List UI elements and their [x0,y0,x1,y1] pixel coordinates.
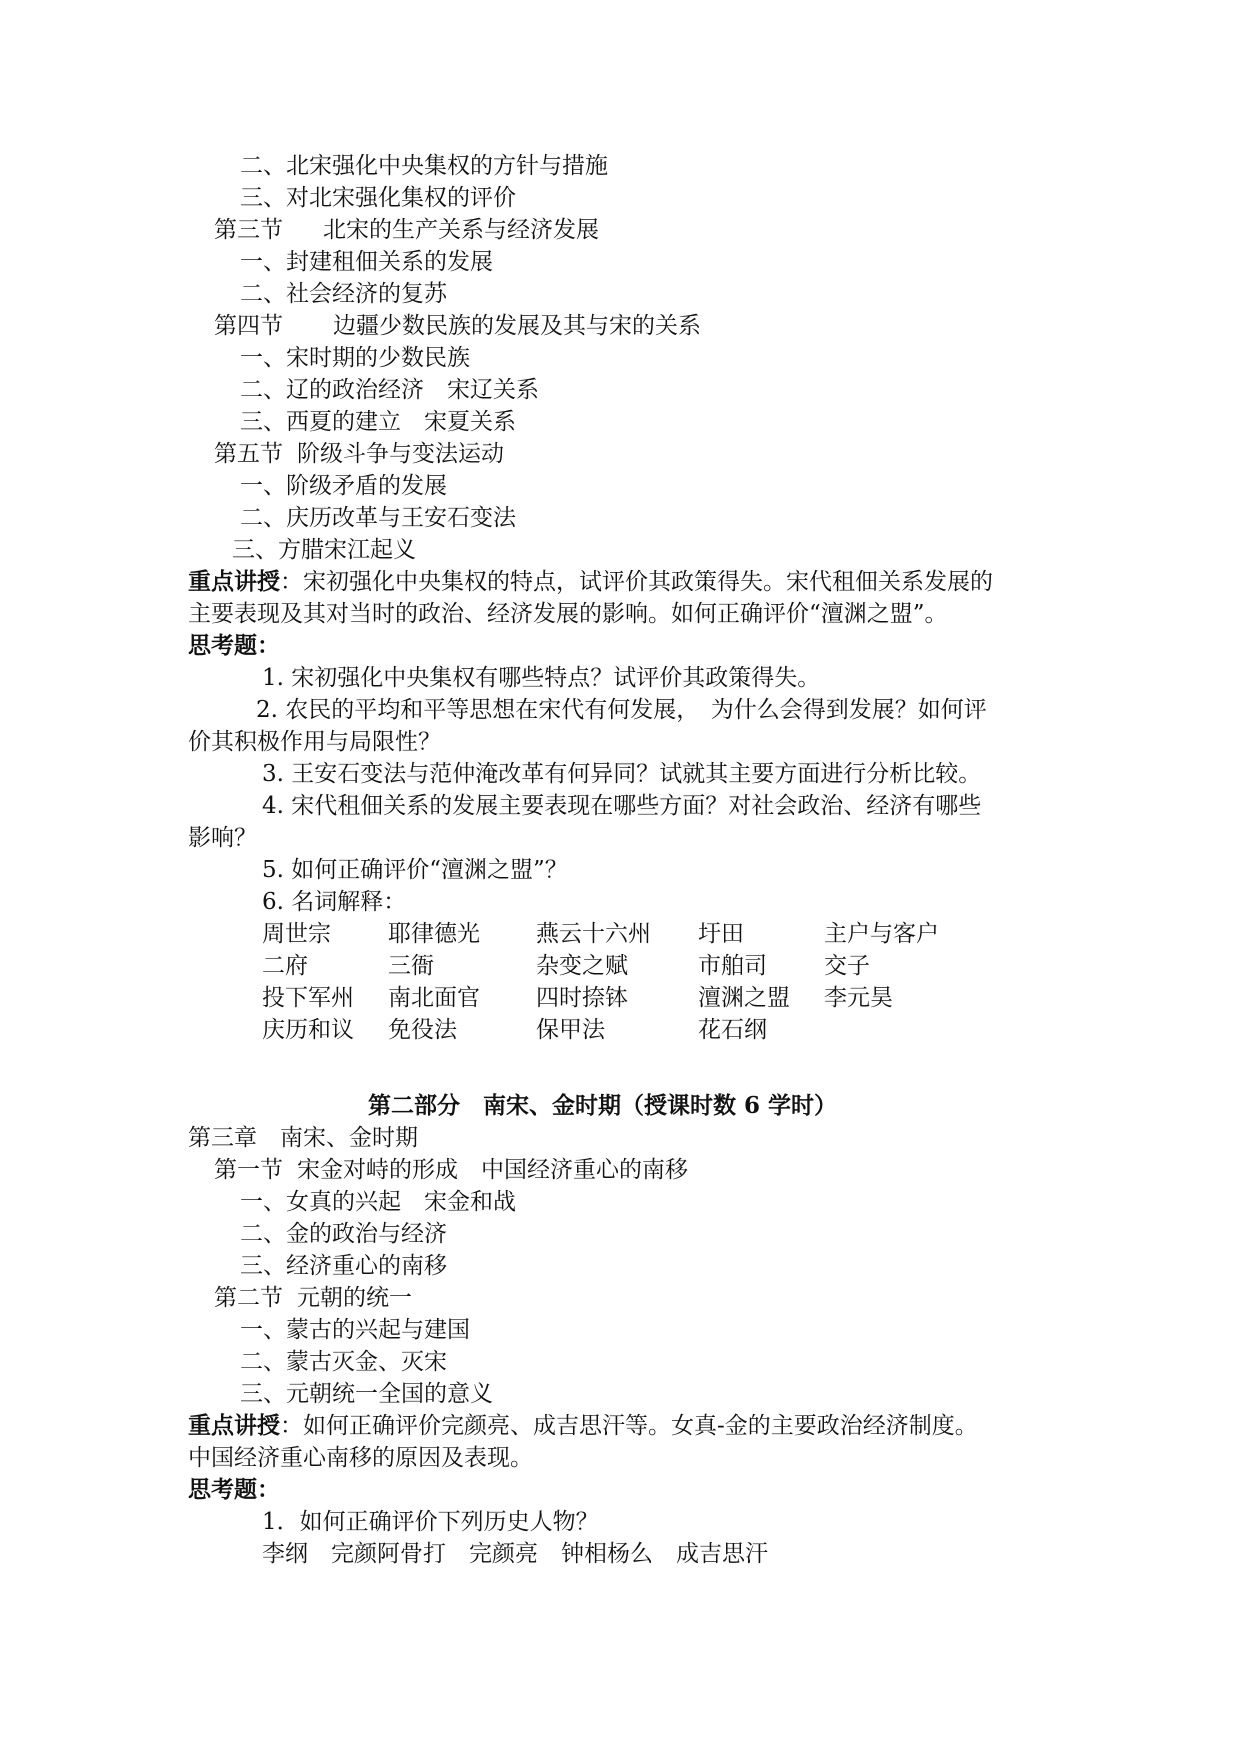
term: 保甲法 [536,1017,605,1043]
question-item: 1．如何正确评价下列历史人物？ [262,1509,599,1535]
questions-heading: 思考题： [188,1476,280,1503]
figures-list: 李纲 完颜阿骨打 完颜亮 钟相杨么 成吉思汗 [262,1541,768,1567]
outline-item: 二、庆历改革与王安石变法 [240,505,516,531]
key-points-label: 重点讲授 [188,1412,280,1439]
term: 澶渊之盟 [698,985,790,1011]
section-label: 第五节 [214,441,283,467]
part-title: 第二部分 南宋、金时期（授课时数 6 学时） [368,1092,838,1119]
outline-item: 一、封建租佃关系的发展 [240,249,493,275]
term: 圩田 [698,921,744,947]
section-label: 第一节 [214,1157,283,1183]
section-label: 第四节 [214,313,283,339]
section-title: 元朝的统一 [297,1285,412,1311]
question-item: 6. 名词解释： [262,889,407,915]
key-points-text: ：如何正确评价完颜亮、成吉思汗等。女真-金的主要政治经济制度。 [280,1413,978,1439]
question-item: 3. 王安石变法与范仲淹改革有何异同？试就其主要方面进行分析比较。 [262,761,982,787]
outline-item: 三、西夏的建立 宋夏关系 [240,409,516,435]
outline-item: 三、对北宋强化集权的评价 [240,185,516,211]
question-item-continued: 价其积极作用与局限性？ [188,729,441,755]
term: 三衙 [388,953,434,979]
section-label: 第二节 [214,1285,283,1311]
questions-heading: 思考题： [188,632,280,659]
term: 主户与客户 [824,921,939,947]
chapter-heading: 第三章 南宋、金时期 [188,1125,418,1151]
section-title: 宋金对峙的形成 中国经济重心的南移 [297,1157,688,1183]
section-heading [214,1282,412,1314]
term: 四时捺钵 [536,985,628,1011]
section-heading [214,438,504,470]
section-label: 第三节 [214,217,283,243]
section-heading [214,214,599,246]
outline-item: 二、社会经济的复苏 [240,281,447,307]
key-points-text: 主要表现及其对当时的政治、经济发展的影响。如何正确评价“澶渊之盟”。 [188,601,948,627]
key-points-label: 重点讲授 [188,568,280,595]
term: 二府 [262,953,308,979]
term: 庆历和议 [262,1017,354,1043]
question-item: 4. 宋代租佃关系的发展主要表现在哪些方面？对社会政治、经济有哪些 [262,793,982,819]
question-item: 5. 如何正确评价“澶渊之盟”？ [262,857,568,883]
outline-item: 三、元朝统一全国的意义 [240,1381,493,1407]
outline-item: 一、阶级矛盾的发展 [240,473,447,499]
outline-item: 二、金的政治与经济 [240,1221,447,1247]
term: 李元昊 [824,985,893,1011]
term: 交子 [824,953,870,979]
outline-item: 一、蒙古的兴起与建国 [240,1317,470,1343]
outline-item: 一、女真的兴起 宋金和战 [240,1189,516,1215]
question-item: 2. 农民的平均和平等思想在宋代有何发展， 为什么会得到发展？如何评 [256,697,987,723]
term: 投下军州 [262,985,354,1011]
section-heading [214,310,701,342]
outline-item: 三、经济重心的南移 [240,1253,447,1279]
outline-item: 二、辽的政治经济 宋辽关系 [240,377,539,403]
term: 市舶司 [698,953,767,979]
key-points-text: 中国经济重心南移的原因及表现。 [188,1445,533,1471]
question-item: 1. 宋初强化中央集权有哪些特点？试评价其政策得失。 [262,665,821,691]
question-item-continued: 影响？ [188,825,257,851]
key-points-paragraph [188,566,993,598]
section-title: 边疆少数民族的发展及其与宋的关系 [333,313,701,339]
outline-item: 三、方腊宋江起义 [232,537,416,563]
term: 耶律德光 [388,921,480,947]
key-points-paragraph [188,1410,978,1442]
section-title: 北宋的生产关系与经济发展 [323,217,599,243]
outline-item: 一、宋时期的少数民族 [240,345,470,371]
section-title: 阶级斗争与变法运动 [297,441,504,467]
term: 燕云十六州 [536,921,651,947]
section-heading [214,1154,688,1186]
key-points-text: ：宋初强化中央集权的特点，试评价其政策得失。宋代租佃关系发展的 [280,569,993,595]
outline-item: 二、蒙古灭金、灭宋 [240,1349,447,1375]
term: 南北面官 [388,985,480,1011]
outline-item: 二、北宋强化中央集权的方针与措施 [240,153,608,179]
term: 花石纲 [698,1017,767,1043]
term: 杂变之赋 [536,953,628,979]
term: 周世宗 [262,921,331,947]
term: 免役法 [388,1017,457,1043]
